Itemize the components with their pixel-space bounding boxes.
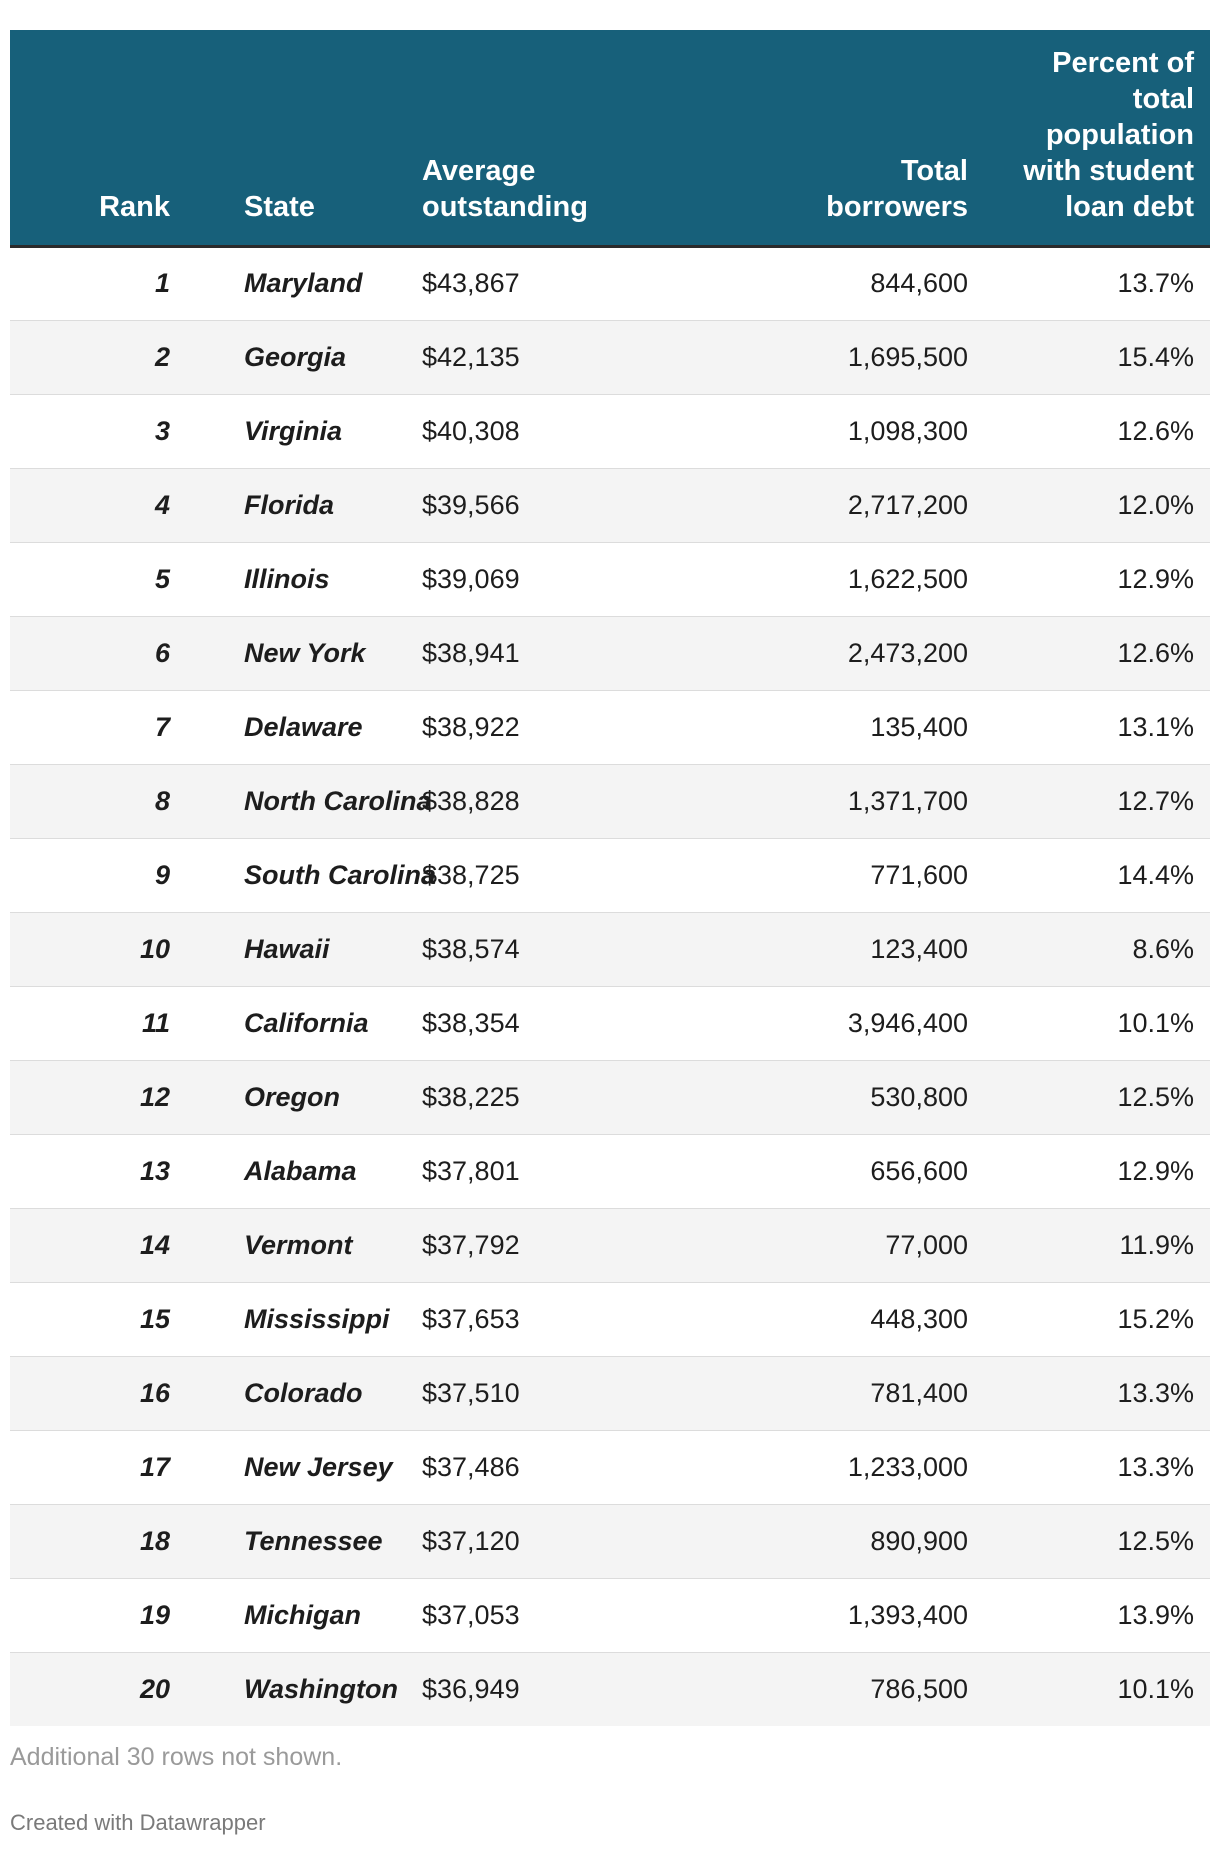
cell-percent-population: 13.9% <box>968 1578 1210 1652</box>
header-line: Average <box>422 154 536 187</box>
cell-average-outstanding: $37,792 <box>422 1208 732 1282</box>
header-average-outstanding[interactable] <box>422 30 732 246</box>
cell-total-borrowers: 656,600 <box>732 1134 968 1208</box>
datawrapper-credit: Created with Datawrapper <box>10 1810 266 1835</box>
table-row <box>10 1430 1210 1504</box>
header-line: State <box>244 190 315 223</box>
table-row <box>10 912 1210 986</box>
cell-percent-population: 12.9% <box>968 542 1210 616</box>
cell-total-borrowers: 890,900 <box>732 1504 968 1578</box>
cell-total-borrowers: 2,717,200 <box>732 468 968 542</box>
table-row <box>10 616 1210 690</box>
cell-rank: 1 <box>10 246 170 320</box>
cell-average-outstanding: $37,486 <box>422 1430 732 1504</box>
cell-rank: 9 <box>10 838 170 912</box>
cell-state: Maryland <box>170 246 422 320</box>
cell-total-borrowers: 844,600 <box>732 246 968 320</box>
table-row <box>10 1356 1210 1430</box>
cell-total-borrowers: 771,600 <box>732 838 968 912</box>
cell-rank: 17 <box>10 1430 170 1504</box>
cell-percent-population: 12.6% <box>968 394 1210 468</box>
cell-total-borrowers: 530,800 <box>732 1060 968 1134</box>
table-row <box>10 246 1210 320</box>
header-line: borrowers <box>826 190 968 223</box>
cell-state: Illinois <box>170 542 422 616</box>
cell-average-outstanding: $38,574 <box>422 912 732 986</box>
cell-total-borrowers: 1,371,700 <box>732 764 968 838</box>
cell-total-borrowers: 1,622,500 <box>732 542 968 616</box>
cell-state: South Carolina <box>170 838 422 912</box>
header-percent-population[interactable] <box>968 30 1210 246</box>
cell-state: Tennessee <box>170 1504 422 1578</box>
cell-state: Oregon <box>170 1060 422 1134</box>
cell-average-outstanding: $38,922 <box>422 690 732 764</box>
cell-average-outstanding: $39,069 <box>422 542 732 616</box>
cell-percent-population: 14.4% <box>968 838 1210 912</box>
cell-average-outstanding: $37,510 <box>422 1356 732 1430</box>
cell-percent-population: 8.6% <box>968 912 1210 986</box>
table-row <box>10 1652 1210 1726</box>
cell-rank: 8 <box>10 764 170 838</box>
cell-total-borrowers: 123,400 <box>732 912 968 986</box>
header-state[interactable] <box>170 30 422 246</box>
cell-percent-population: 12.5% <box>968 1060 1210 1134</box>
cell-percent-population: 12.5% <box>968 1504 1210 1578</box>
table-container <box>10 30 1210 1726</box>
cell-rank: 4 <box>10 468 170 542</box>
cell-rank: 12 <box>10 1060 170 1134</box>
cell-state: Florida <box>170 468 422 542</box>
cell-percent-population: 10.1% <box>968 986 1210 1060</box>
cell-total-borrowers: 786,500 <box>870 1673 968 1704</box>
header-line: outstanding <box>422 190 588 223</box>
table-row <box>10 1134 1210 1208</box>
table-row <box>10 1578 1210 1652</box>
cell-average-outstanding: $37,053 <box>422 1578 732 1652</box>
cell-rank: 11 <box>10 986 170 1060</box>
cell-rank: 20 <box>139 1673 170 1704</box>
cell-percent-population: 13.3% <box>968 1356 1210 1430</box>
cell-percent-population: 12.9% <box>968 1134 1210 1208</box>
cell-rank: 15 <box>10 1282 170 1356</box>
cell-total-borrowers: 781,400 <box>732 1356 968 1430</box>
header-line: loan debt <box>1065 190 1194 223</box>
table-row <box>10 1060 1210 1134</box>
header-line: Total <box>900 154 968 187</box>
cell-state: Georgia <box>170 320 422 394</box>
cell-average-outstanding: $42,135 <box>422 320 732 394</box>
cell-percent-population: 12.7% <box>968 764 1210 838</box>
table-row <box>10 690 1210 764</box>
cell-average-outstanding: $38,225 <box>422 1060 732 1134</box>
cell-percent-population: 13.1% <box>968 690 1210 764</box>
table-row <box>10 1504 1210 1578</box>
cell-state: Mississippi <box>170 1282 422 1356</box>
header-rank[interactable] <box>10 30 170 246</box>
cell-rank: 7 <box>10 690 170 764</box>
header-line: population <box>1045 118 1194 151</box>
cell-average-outstanding: $37,120 <box>422 1504 732 1578</box>
cell-rank: 5 <box>10 542 170 616</box>
cell-average-outstanding: $38,828 <box>422 764 732 838</box>
cell-total-borrowers: 1,098,300 <box>732 394 968 468</box>
cell-percent-population: 15.4% <box>968 320 1210 394</box>
table-row <box>10 320 1210 394</box>
cell-rank: 16 <box>10 1356 170 1430</box>
cell-percent-population: 12.6% <box>968 616 1210 690</box>
table-row <box>10 1282 1210 1356</box>
cell-rank: 2 <box>10 320 170 394</box>
cell-average-outstanding: $43,867 <box>422 246 732 320</box>
cell-total-borrowers: 1,695,500 <box>732 320 968 394</box>
table-row <box>10 542 1210 616</box>
cell-total-borrowers: 2,473,200 <box>732 616 968 690</box>
table-row <box>10 468 1210 542</box>
table-row <box>10 986 1210 1060</box>
header-line: Rank <box>99 190 170 223</box>
cell-rank: 18 <box>10 1504 170 1578</box>
cell-percent-population: 13.7% <box>968 246 1210 320</box>
cell-state: Delaware <box>170 690 422 764</box>
cell-state: North Carolina <box>170 764 422 838</box>
cell-percent-population: 15.2% <box>968 1282 1210 1356</box>
cell-state: Alabama <box>170 1134 422 1208</box>
header-row <box>10 30 1210 246</box>
table-body <box>10 246 1210 1726</box>
cell-state: Colorado <box>170 1356 422 1430</box>
cell-state: New York <box>170 616 422 690</box>
cell-state: Michigan <box>170 1578 422 1652</box>
cell-average-outstanding: $37,653 <box>422 1282 732 1356</box>
header-line: total <box>1132 82 1194 115</box>
cell-state: California <box>170 986 422 1060</box>
table-row <box>10 1208 1210 1282</box>
cell-total-borrowers: 77,000 <box>732 1208 968 1282</box>
cell-total-borrowers: 1,233,000 <box>732 1430 968 1504</box>
cell-state: Virginia <box>170 394 422 468</box>
header-line: Percent of <box>1052 46 1194 79</box>
cell-state: Vermont <box>170 1208 422 1282</box>
cell-state: Hawaii <box>170 912 422 986</box>
cell-average-outstanding: $39,566 <box>422 468 732 542</box>
cell-average-outstanding: $38,354 <box>422 986 732 1060</box>
cell-percent-population: 10.1% <box>1117 1673 1194 1704</box>
cell-rank: 13 <box>10 1134 170 1208</box>
cell-rank: 3 <box>10 394 170 468</box>
table-row <box>10 838 1210 912</box>
table-row <box>10 764 1210 838</box>
cell-total-borrowers: 3,946,400 <box>732 986 968 1060</box>
header-line: with student <box>1023 154 1194 187</box>
table-row <box>10 394 1210 468</box>
cell-total-borrowers: 1,393,400 <box>732 1578 968 1652</box>
cell-state: New Jersey <box>170 1430 422 1504</box>
header-total-borrowers[interactable] <box>732 30 968 246</box>
cell-total-borrowers: 448,300 <box>732 1282 968 1356</box>
cell-percent-population: 12.0% <box>968 468 1210 542</box>
cell-average-outstanding: $37,801 <box>422 1134 732 1208</box>
cell-rank: 19 <box>10 1578 170 1652</box>
cell-average-outstanding: $38,941 <box>422 616 732 690</box>
data-table <box>10 30 1210 1726</box>
cell-percent-population: 11.9% <box>968 1208 1210 1282</box>
cell-average-outstanding: $36,949 <box>422 1673 520 1704</box>
cell-rank: 14 <box>10 1208 170 1282</box>
cell-percent-population: 13.3% <box>968 1430 1210 1504</box>
cell-total-borrowers: 135,400 <box>732 690 968 764</box>
cell-average-outstanding: $40,308 <box>422 394 732 468</box>
cell-state: Washington <box>244 1673 398 1704</box>
cell-rank: 10 <box>10 912 170 986</box>
cell-average-outstanding: $38,725 <box>422 838 732 912</box>
rows-not-shown-note: Additional 30 rows not shown. <box>10 1743 343 1771</box>
cell-rank: 6 <box>10 616 170 690</box>
